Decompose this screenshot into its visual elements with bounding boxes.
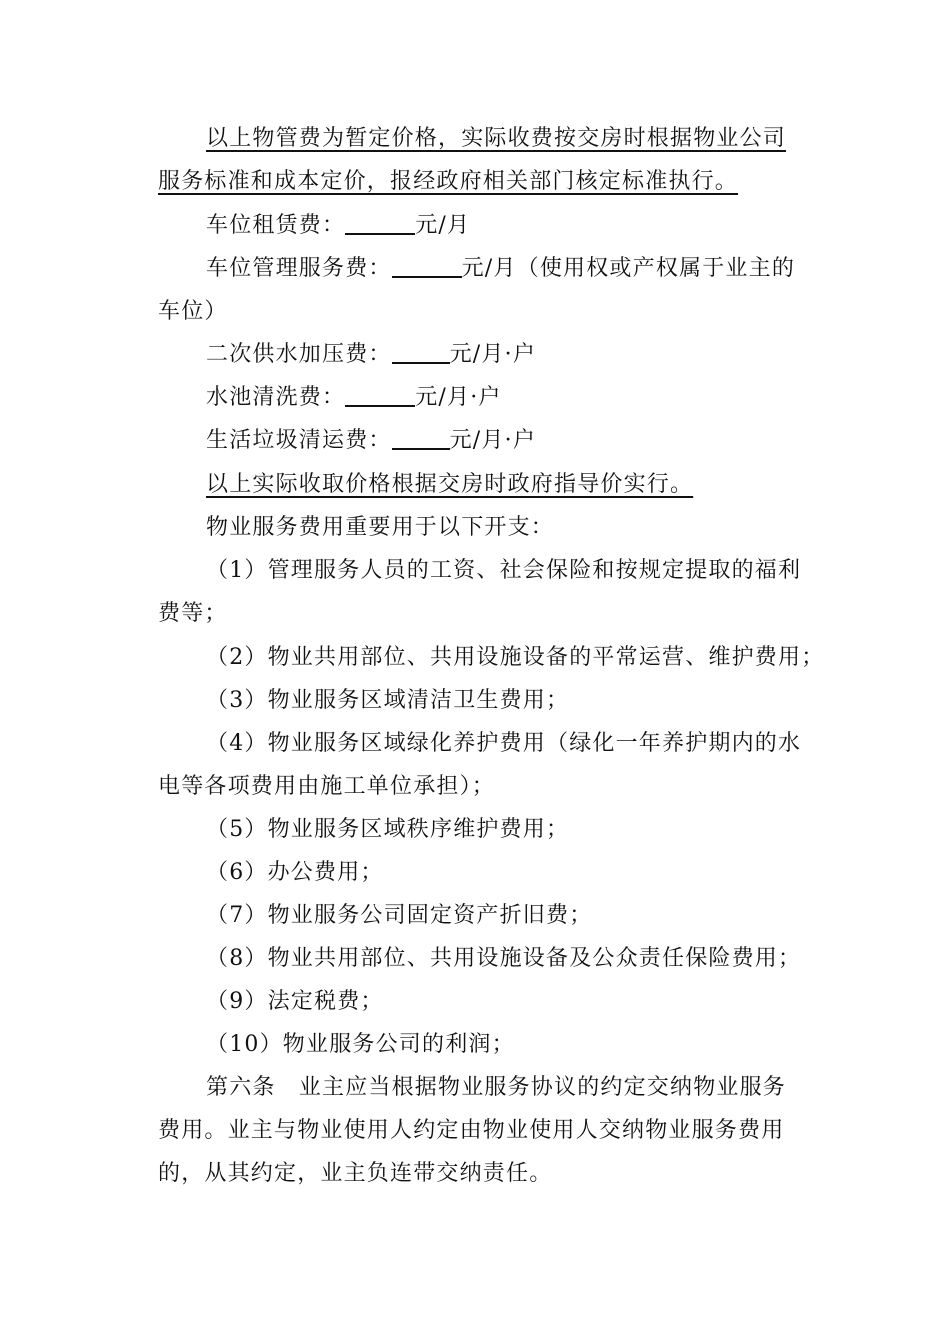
parking-mgmt-line2: 车位）: [158, 299, 228, 324]
parking-rent-unit: 元/月: [415, 213, 471, 238]
water-pressure-blank: [392, 340, 450, 364]
pool-clean-blank: [345, 383, 415, 407]
water-pressure-label: 二次供水加压费：: [206, 342, 392, 367]
expense-item-10: （10）物业服务公司的利润；: [206, 1032, 515, 1057]
expense-item-6: （6）办公费用；: [206, 860, 384, 885]
water-pressure-unit: 元/月·户: [449, 342, 537, 367]
expense-item-4-line1: （4）物业服务区域绿化养护费用（绿化一年养护期内的水: [206, 731, 802, 756]
article-6-line3: 的，从其约定，业主负连带交纳责任。: [158, 1161, 553, 1186]
paragraph-interim-price-line1: 以上物管费为暂定价格，实际收费按交房时根据物业公司: [206, 126, 787, 151]
parking-mgmt-unit: 元/月（使用权或产权属于业主的: [461, 256, 796, 281]
pool-clean-label: 水池清洗费：: [206, 385, 346, 410]
parking-rent-label: 车位租赁费：: [206, 213, 346, 238]
expense-item-4-line2: 电等各项费用由施工单位承担）；: [158, 774, 496, 799]
expense-item-5: （5）物业服务区域秩序维护费用；: [206, 817, 570, 842]
water-pressure-line: [206, 340, 536, 370]
garbage-line: [206, 426, 536, 456]
article-6-line2: 费用。业主与物业使用人约定由物业使用人交纳物业服务费用: [158, 1118, 785, 1143]
garbage-label: 生活垃圾清运费：: [206, 428, 392, 453]
expense-item-2: （2）物业共用部位、共用设施设备的平常运营、维护费用；: [206, 645, 825, 670]
price-note: 以上实际收取价格根据交房时政府指导价实行。: [206, 472, 694, 497]
garbage-blank: [392, 426, 450, 450]
garbage-unit: 元/月·户: [449, 428, 537, 453]
expense-intro: 物业服务费用重要用于以下开支：: [206, 515, 555, 540]
article-6-line1: 第六条 业主应当根据物业服务协议的约定交纳物业服务: [206, 1075, 787, 1100]
expense-item-1-line2: 费等；: [158, 601, 228, 626]
parking-mgmt-line: [206, 254, 795, 284]
paragraph-interim-price-line2: 服务标准和成本定价，报经政府相关部门核定标准执行。: [158, 169, 739, 194]
parking-mgmt-label: 车位管理服务费：: [206, 256, 392, 281]
expense-item-7: （7）物业服务公司固定资产折旧费；: [206, 903, 593, 928]
parking-rent-line: [206, 211, 470, 241]
expense-item-1-line1: （1）管理服务人员的工资、社会保险和按规定提取的福利: [206, 558, 802, 583]
expense-item-9: （9）法定税费；: [206, 989, 384, 1014]
parking-rent-blank: [345, 211, 415, 235]
expense-item-8: （8）物业共用部位、共用设施设备及公众责任保险费用；: [206, 946, 802, 971]
parking-mgmt-blank: [392, 254, 462, 278]
expense-item-3: （3）物业服务区域清洁卫生费用；: [206, 688, 570, 713]
pool-clean-unit: 元/月·户: [415, 385, 502, 410]
pool-clean-line: [206, 383, 502, 413]
